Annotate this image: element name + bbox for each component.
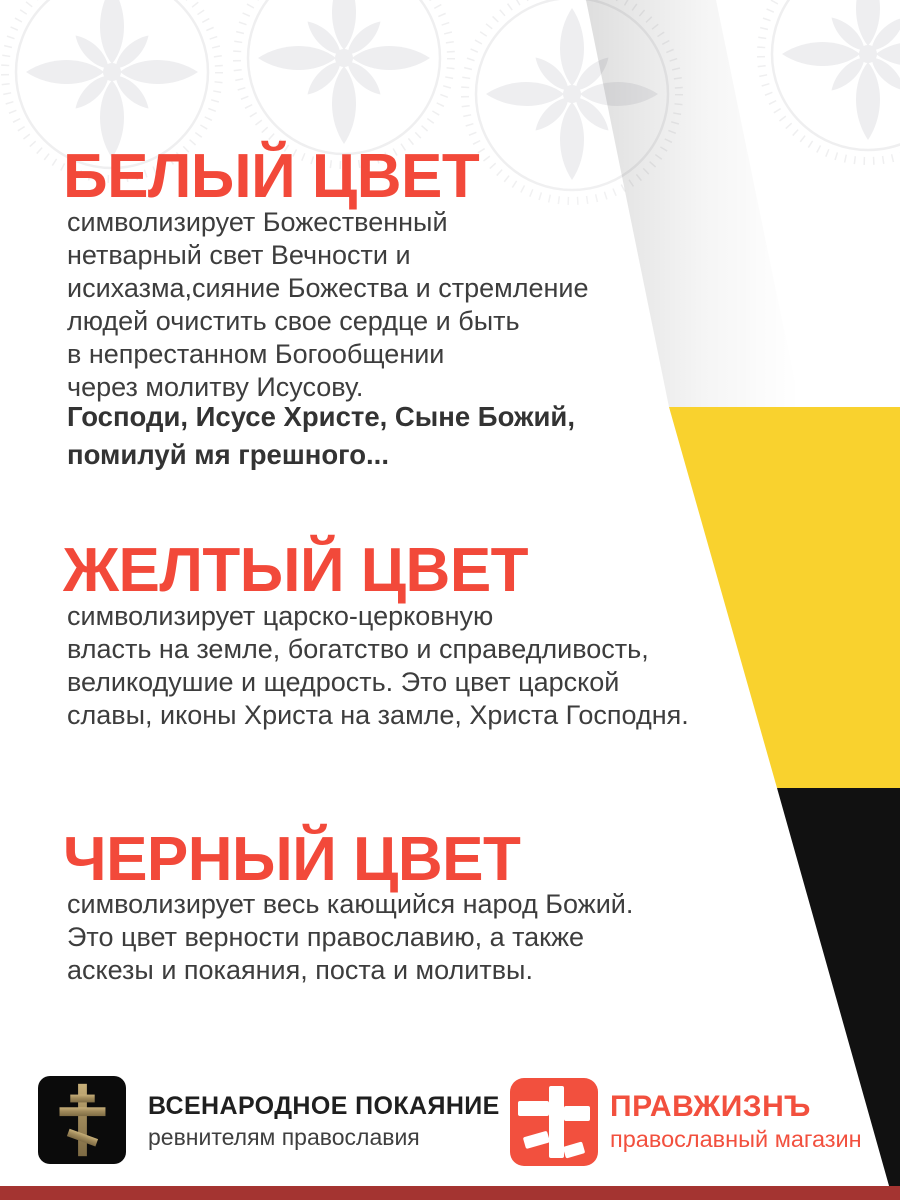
yellow-color-text: [67, 600, 689, 732]
text-line: символизирует Божественный: [67, 207, 448, 237]
bottom-red-bar: [0, 1186, 900, 1200]
text-line: славы, иконы Христа на замле, Христа Господня.: [67, 700, 689, 730]
heading-black-color: ЧЕРНЫЙ ЦВЕТ: [63, 825, 521, 894]
text-line: через молитву Исусову.: [67, 372, 364, 402]
orthodox-cross-icon: [510, 1078, 598, 1166]
text-line: аскезы и покаяния, поста и молитвы.: [67, 955, 533, 985]
text-line: Это цвет верности православию, а также: [67, 922, 585, 952]
text-line: в непрестанном Богообщении: [67, 339, 445, 369]
white-color-text: [67, 206, 589, 404]
text-line: символизирует весь кающийся народ Божий.: [67, 889, 634, 919]
orthodox-cross-icon: [38, 1076, 126, 1164]
yellow-stripe: [669, 407, 900, 788]
text-line: помилуй мя грешного...: [67, 439, 389, 470]
text-line: исихазма,сияние Божества и стремление: [67, 273, 589, 303]
heading-white-color: БЕЛЫЙ ЦВЕТ: [63, 142, 480, 211]
heading-yellow-color: ЖЕЛТЫЙ ЦВЕТ: [63, 536, 529, 605]
footer-right-title: ПРАВЖИЗНЪ: [610, 1090, 811, 1123]
footer-right-subtitle: православный магазин: [610, 1126, 862, 1152]
pravzhizn-logo: [510, 1078, 598, 1166]
text-line: власть на земле, богатство и справедливость,: [67, 634, 649, 664]
white-stripe: [586, 0, 800, 407]
text-line: нетварный свет Вечности и: [67, 240, 411, 270]
jesus-prayer-text: [67, 398, 575, 474]
vsenarodnoe-pokayanie-logo: [38, 1076, 126, 1164]
text-line: людей очистить свое сердце и быть: [67, 306, 520, 336]
footer-left-title: ВСЕНАРОДНОЕ ПОКАЯНИЕ: [148, 1092, 500, 1120]
black-color-text: [67, 888, 633, 987]
footer-left-subtitle: ревнителям православия: [148, 1124, 420, 1150]
text-line: Господи, Исусе Христе, Сыне Божий,: [67, 401, 575, 432]
text-line: символизирует царско-церковную: [67, 601, 494, 631]
text-line: великодушие и щедрость. Это цвет царской: [67, 667, 620, 697]
